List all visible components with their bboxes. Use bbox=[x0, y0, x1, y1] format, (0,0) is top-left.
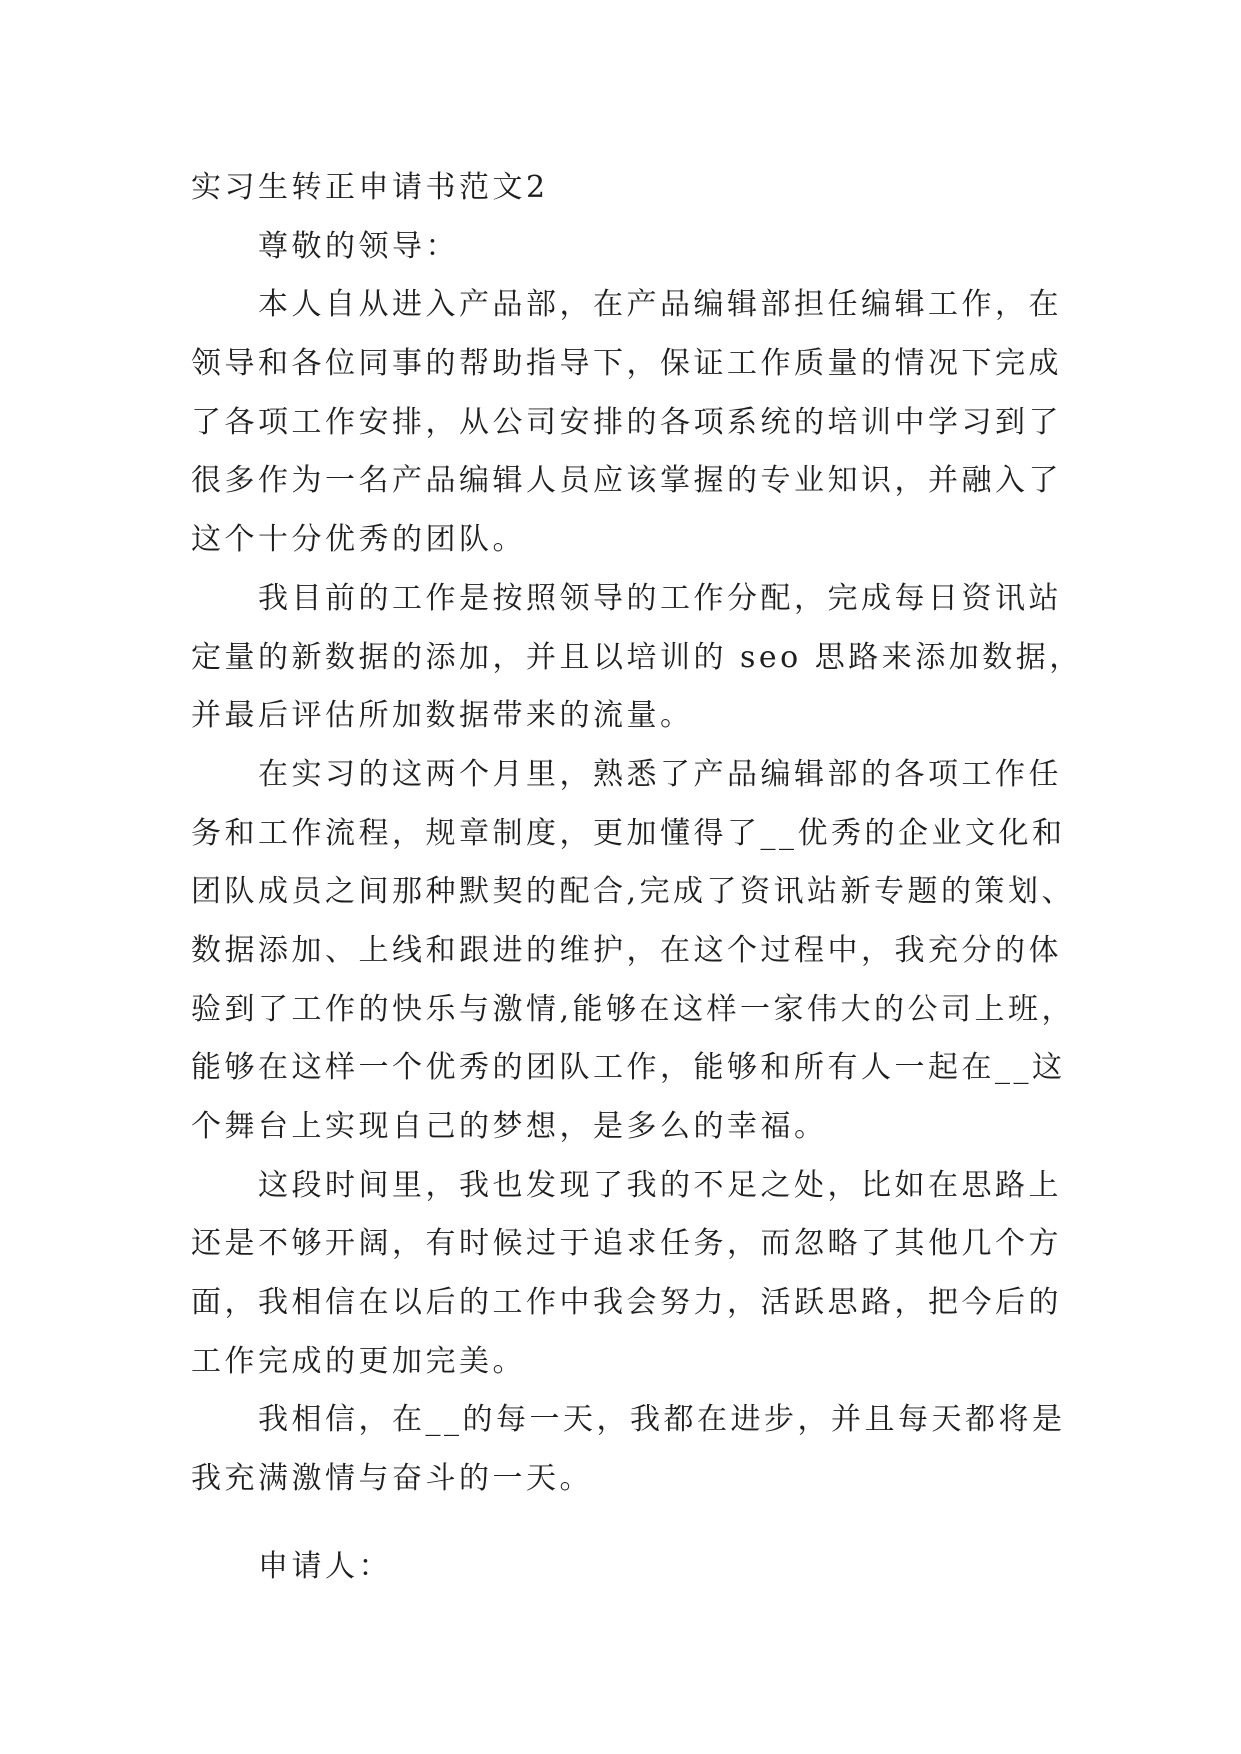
paragraph-line: 我充满激情与奋斗的一天。 bbox=[191, 1461, 593, 1497]
document-page bbox=[191, 159, 1083, 1597]
paragraph-line: 验到了工作的快乐与激情,能够在这样一家伟大的公司上班， bbox=[191, 991, 1076, 1027]
paragraph-line: 面，我相信在以后的工作中我会努力，活跃思路，把今后的 bbox=[191, 1285, 1062, 1321]
paragraph-salutation bbox=[191, 218, 1071, 277]
paragraph-line: 我相信，在__的每一天，我都在进步，并且每天都将是 bbox=[258, 1402, 1066, 1438]
paragraph bbox=[191, 1391, 1071, 1508]
paragraph bbox=[191, 746, 1076, 1157]
paragraph bbox=[191, 1157, 1071, 1392]
paragraph-line: 这个十分优秀的团队。 bbox=[191, 522, 526, 558]
paragraph-line: 能够在这样一个优秀的团队工作，能够和所有人一起在__这 bbox=[191, 1050, 1066, 1086]
paragraph-line: 了各项工作安排，从公司安排的各项系统的培训中学习到了 bbox=[191, 404, 1062, 440]
paragraph-line: 我目前的工作是按照领导的工作分配，完成每日资讯站 bbox=[258, 580, 1062, 616]
paragraph-line: 工作完成的更加完美。 bbox=[191, 1343, 526, 1379]
signature-block bbox=[191, 1538, 1071, 1597]
applicant-label: 申请人： bbox=[258, 1548, 392, 1584]
paragraph-line: 并最后评估所加数据带来的流量。 bbox=[191, 698, 694, 734]
paragraph-line: 在实习的这两个月里，熟悉了产品编辑部的各项工作任 bbox=[258, 756, 1062, 792]
document-title: 实习生转正申请书范文2 bbox=[191, 170, 549, 205]
paragraph-line: 团队成员之间那种默契的配合,完成了资讯站新专题的策划、 bbox=[191, 874, 1076, 910]
paragraph bbox=[191, 570, 1083, 746]
paragraph-line: 本人自从进入产品部，在产品编辑部担任编辑工作，在 bbox=[258, 287, 1062, 323]
paragraph-line: 个舞台上实现自己的梦想，是多么的幸福。 bbox=[191, 1109, 828, 1144]
paragraph-line: 领导和各位同事的帮助指导下，保证工作质量的情况下完成 bbox=[191, 346, 1062, 382]
paragraph-line: 尊敬的领导： bbox=[258, 228, 459, 264]
paragraph-line: 定量的新数据的添加，并且以培训的 seo 思路来添加数据， bbox=[191, 639, 1083, 675]
paragraph bbox=[191, 276, 1071, 569]
paragraph-line: 很多作为一名产品编辑人员应该掌握的专业知识，并融入了 bbox=[191, 463, 1062, 499]
paragraph-line: 还是不够开阔，有时候过于追求任务，而忽略了其他几个方 bbox=[191, 1226, 1062, 1262]
paragraph-line: 务和工作流程，规章制度，更加懂得了__优秀的企业文化和 bbox=[191, 815, 1066, 851]
paragraph-line: 这段时间里，我也发现了我的不足之处，比如在思路上 bbox=[258, 1167, 1062, 1203]
paragraph-line: 数据添加、上线和跟进的维护，在这个过程中，我充分的体 bbox=[191, 932, 1062, 968]
